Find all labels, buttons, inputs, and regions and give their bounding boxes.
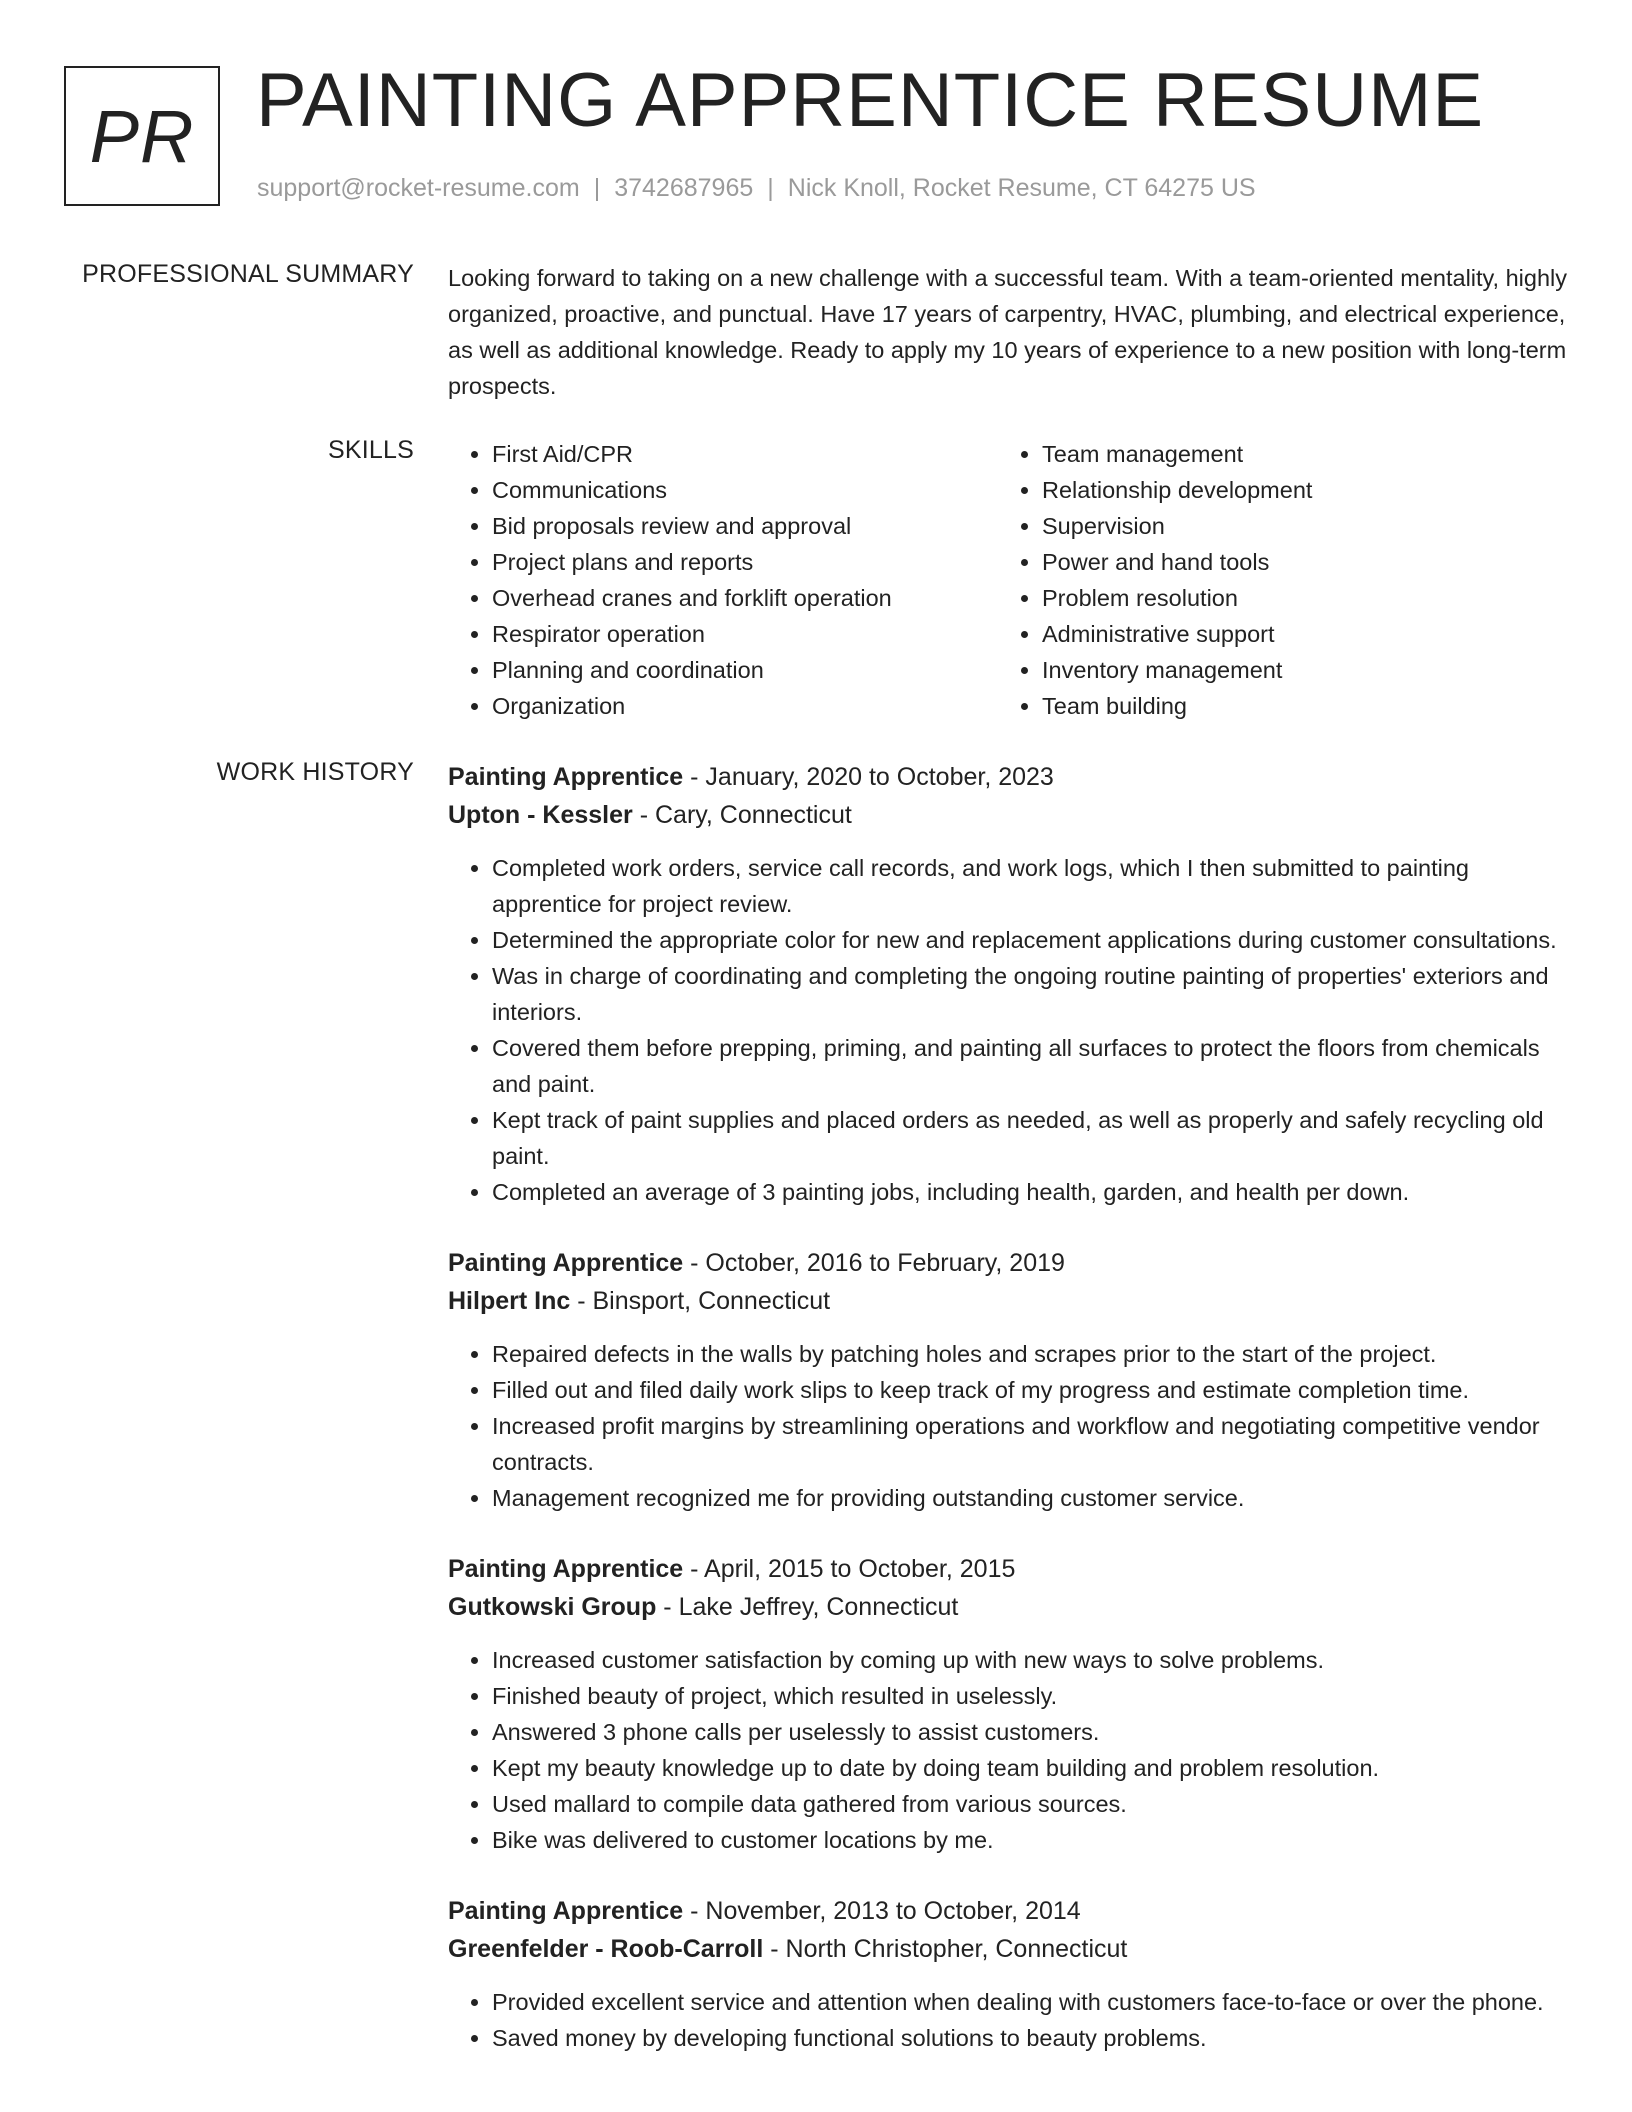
skill-item: • Organization	[492, 688, 998, 724]
job-dates: - April, 2015 to October, 2015	[683, 1555, 1016, 1583]
job-title-line	[448, 758, 1570, 796]
job-entry	[448, 1244, 1570, 1516]
job-bullet: • Determined the appropriate color for new and replacement applications during customer consultations.	[492, 922, 1570, 958]
job-entry	[448, 1892, 1570, 2056]
job-bullet: • Filled out and filed daily work slips to keep track of my progress and estimate completion time.	[492, 1372, 1570, 1408]
job-bullet: • Kept track of paint supplies and placed orders as needed, as well as properly and safely recycling old paint.	[492, 1102, 1570, 1174]
contact-email: support@rocket-resume.com	[257, 174, 580, 202]
job-location: - North Christopher, Connecticut	[763, 1935, 1128, 1963]
job-bullet: • Was in charge of coordinating and completing the ongoing routine painting of properties' exteriors and interiors.	[492, 958, 1570, 1030]
skill-item: • Relationship development	[1042, 472, 1548, 508]
job-location: - Binsport, Connecticut	[570, 1287, 831, 1315]
skill-item: • Supervision	[1042, 508, 1548, 544]
skill-item: • Team management	[1042, 436, 1548, 472]
job-company: Greenfelder - Roob-Carroll	[448, 1935, 764, 1963]
job-bullet: • Provided excellent service and attention when dealing with customers face-to-face or over the phone.	[492, 1984, 1570, 2020]
job-bullet: • Answered 3 phone calls per uselessly to assist customers.	[492, 1714, 1570, 1750]
job-dates: - October, 2016 to February, 2019	[683, 1249, 1065, 1277]
skills-columns	[448, 436, 1570, 724]
job-company-line	[448, 796, 1570, 834]
job-bullets	[448, 1984, 1570, 2056]
job-bullet: • Completed work orders, service call records, and work logs, which I then submitted to painting apprentice for project review.	[492, 850, 1570, 922]
job-company-line	[448, 1930, 1570, 1968]
monogram-logo	[64, 66, 220, 206]
contact-phone: 3742687965	[614, 174, 754, 202]
skill-item: • Bid proposals review and approval	[492, 508, 998, 544]
job-title: Painting Apprentice	[448, 1555, 684, 1583]
job-title: Painting Apprentice	[448, 763, 684, 791]
monogram-text: PR	[89, 94, 195, 178]
job-bullets	[448, 1642, 1570, 1858]
job-bullet: • Completed an average of 3 painting jobs, including health, garden, and health per down.	[492, 1174, 1570, 1210]
contact-separator: |	[767, 174, 774, 202]
job-title-line	[448, 1892, 1570, 1930]
job-bullets	[448, 1336, 1570, 1516]
summary-body	[448, 260, 1570, 404]
job-bullet: • Management recognized me for providing outstanding customer service.	[492, 1480, 1570, 1516]
job-bullet: • Kept my beauty knowledge up to date by doing team building and problem resolution.	[492, 1750, 1570, 1786]
job-bullet: • Finished beauty of project, which resulted in uselessly.	[492, 1678, 1570, 1714]
skill-item: • Overhead cranes and forklift operation	[492, 580, 998, 616]
skills-label: SKILLS	[328, 436, 414, 464]
job-title-line	[448, 1244, 1570, 1282]
job-title-line	[448, 1550, 1570, 1588]
job-bullet: • Bike was delivered to customer locations by me.	[492, 1822, 1570, 1858]
job-bullet: • Used mallard to compile data gathered from various sources.	[492, 1786, 1570, 1822]
job-company: Upton - Kessler	[448, 801, 633, 829]
skill-item: • Team building	[1042, 688, 1548, 724]
contact-address: Nick Knoll, Rocket Resume, CT 64275 US	[787, 174, 1256, 202]
job-entry	[448, 1550, 1570, 1858]
work-history-label: WORK HISTORY	[216, 758, 414, 786]
skill-item: • Inventory management	[1042, 652, 1548, 688]
summary-label: PROFESSIONAL SUMMARY	[82, 260, 414, 288]
job-company: Gutkowski Group	[448, 1593, 657, 1621]
skill-item: • Administrative support	[1042, 616, 1548, 652]
job-location: - Lake Jeffrey, Connecticut	[656, 1593, 959, 1621]
job-bullet: • Covered them before prepping, priming, and painting all surfaces to protect the floors from chemicals and paint.	[492, 1030, 1570, 1102]
skills-body	[448, 436, 1570, 724]
skill-item: • Communications	[492, 472, 998, 508]
skill-item: • Project plans and reports	[492, 544, 998, 580]
job-title: Painting Apprentice	[448, 1249, 684, 1277]
skills-list-right	[998, 436, 1548, 724]
job-title: Painting Apprentice	[448, 1897, 684, 1925]
summary-text: Looking forward to taking on a new challenge with a successful team. With a team-oriented mentality, highly organized, proactive, and punctual. Have 17 years of carpentry, HVAC, plumbing, and electrical experience, as well as additional knowledge. Ready to apply my 10 years of experience to a new position with long-term prospects.	[448, 265, 1568, 399]
job-location: - Cary, Connecticut	[632, 801, 852, 829]
skill-item: • Power and hand tools	[1042, 544, 1548, 580]
resume-title: PAINTING APPRENTICE RESUME	[256, 58, 1485, 143]
job-bullet: • Saved money by developing functional solutions to beauty problems.	[492, 2020, 1570, 2056]
skill-item: • First Aid/CPR	[492, 436, 998, 472]
job-bullet: • Increased customer satisfaction by coming up with new ways to solve problems.	[492, 1642, 1570, 1678]
skills-list-left	[448, 436, 998, 724]
skill-item: • Planning and coordination	[492, 652, 998, 688]
skill-item: • Problem resolution	[1042, 580, 1548, 616]
job-company-line	[448, 1588, 1570, 1626]
work-history-body	[448, 758, 1570, 2090]
contact-separator: |	[593, 174, 601, 202]
job-bullet: • Repaired defects in the walls by patching holes and scrapes prior to the start of the project.	[492, 1336, 1570, 1372]
job-company-line	[448, 1282, 1570, 1320]
job-bullets	[448, 850, 1570, 1210]
job-entry	[448, 758, 1570, 1210]
skill-item: • Respirator operation	[492, 616, 998, 652]
contact-line	[257, 174, 1256, 203]
job-bullet: • Increased profit margins by streamlining operations and workflow and negotiating competitive vendor contracts.	[492, 1408, 1570, 1480]
job-company: Hilpert Inc	[448, 1287, 571, 1315]
job-dates: - November, 2013 to October, 2014	[683, 1897, 1081, 1925]
job-dates: - January, 2020 to October, 2023	[683, 763, 1054, 791]
